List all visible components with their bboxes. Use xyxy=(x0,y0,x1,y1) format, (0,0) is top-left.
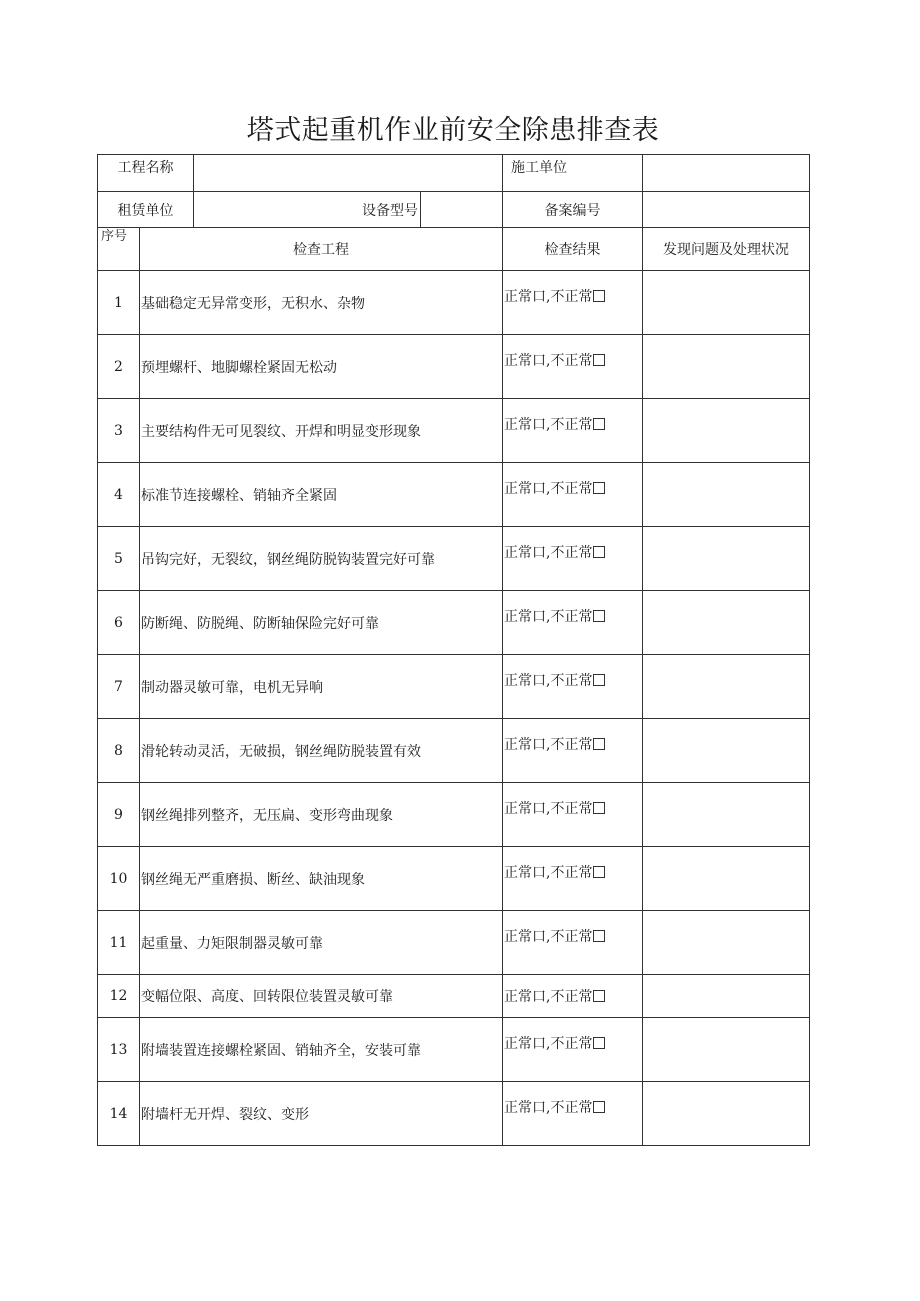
row-result[interactable] xyxy=(503,1082,643,1146)
table-row xyxy=(98,719,810,783)
result-normal-option[interactable]: 正常口, xyxy=(504,801,551,817)
table-row xyxy=(98,335,810,399)
lessor-label: 租赁单位 xyxy=(98,192,194,228)
row-result[interactable] xyxy=(503,847,643,911)
column-header-row xyxy=(98,228,810,271)
checkbox-icon[interactable] xyxy=(593,290,605,302)
table-row xyxy=(98,591,810,655)
result-abnormal-option[interactable]: 不正常 xyxy=(550,1036,593,1052)
row-seq: 10 xyxy=(98,847,140,911)
col-item-header: 检查工程 xyxy=(140,228,503,271)
checkbox-icon[interactable] xyxy=(593,610,605,622)
result-abnormal-option[interactable]: 不正常 xyxy=(550,481,593,497)
checkbox-icon[interactable] xyxy=(593,738,605,750)
row-issues-field[interactable] xyxy=(643,527,810,591)
record-no-field[interactable] xyxy=(643,192,810,228)
row-result[interactable] xyxy=(503,527,643,591)
checkbox-icon[interactable] xyxy=(593,802,605,814)
row-issues-field[interactable] xyxy=(643,591,810,655)
row-item: 钢丝绳排列整齐，无压扁、变形弯曲现象 xyxy=(140,783,503,847)
row-seq: 9 xyxy=(98,783,140,847)
row-item: 变幅位限、高度、回转限位装置灵敏可靠 xyxy=(140,975,503,1018)
result-normal-option[interactable]: 正常口, xyxy=(504,417,551,433)
row-result[interactable] xyxy=(503,591,643,655)
header-row-lessor xyxy=(98,192,810,228)
row-result[interactable] xyxy=(503,399,643,463)
col-seq-header: 序号 xyxy=(98,228,140,271)
checkbox-icon[interactable] xyxy=(593,546,605,558)
row-item: 基础稳定无异常变形，无积水、杂物 xyxy=(140,271,503,335)
result-abnormal-option[interactable]: 不正常 xyxy=(550,929,593,945)
table-row xyxy=(98,975,810,1018)
row-item: 主要结构件无可见裂纹、开焊和明显变形现象 xyxy=(140,399,503,463)
result-abnormal-option[interactable]: 不正常 xyxy=(550,801,593,817)
row-seq: 5 xyxy=(98,527,140,591)
result-abnormal-option[interactable]: 不正常 xyxy=(550,609,593,625)
row-issues-field[interactable] xyxy=(643,847,810,911)
result-abnormal-option[interactable]: 不正常 xyxy=(550,989,593,1005)
row-seq: 1 xyxy=(98,271,140,335)
row-issues-field[interactable] xyxy=(643,335,810,399)
result-normal-option[interactable]: 正常口, xyxy=(504,545,551,561)
row-issues-field[interactable] xyxy=(643,399,810,463)
row-seq: 8 xyxy=(98,719,140,783)
row-seq: 11 xyxy=(98,911,140,975)
row-result[interactable] xyxy=(503,463,643,527)
table-row xyxy=(98,1018,810,1082)
table-row xyxy=(98,399,810,463)
checkbox-icon[interactable] xyxy=(593,990,605,1002)
table-row xyxy=(98,783,810,847)
row-issues-field[interactable] xyxy=(643,463,810,527)
result-abnormal-option[interactable]: 不正常 xyxy=(550,865,593,881)
row-result[interactable] xyxy=(503,335,643,399)
row-result[interactable] xyxy=(503,271,643,335)
row-item: 滑轮转动灵活，无破损，钢丝绳防脱装置有效 xyxy=(140,719,503,783)
result-abnormal-option[interactable]: 不正常 xyxy=(550,673,593,689)
project-name-field[interactable] xyxy=(194,155,503,192)
checkbox-icon[interactable] xyxy=(593,482,605,494)
row-item: 防断绳、防脱绳、防断轴保险完好可靠 xyxy=(140,591,503,655)
equipment-model-label: 设备型号 xyxy=(194,192,421,228)
checkbox-icon[interactable] xyxy=(593,930,605,942)
result-abnormal-option[interactable]: 不正常 xyxy=(550,1100,593,1116)
table-row xyxy=(98,1082,810,1146)
checkbox-icon[interactable] xyxy=(593,354,605,366)
result-normal-option[interactable]: 正常口, xyxy=(504,481,551,497)
equipment-model-field[interactable] xyxy=(421,192,503,228)
construction-unit-label: 施工单位 xyxy=(503,155,643,192)
table-row xyxy=(98,847,810,911)
row-result[interactable] xyxy=(503,783,643,847)
result-normal-option[interactable]: 正常口, xyxy=(504,1036,551,1052)
row-item: 附墙装置连接螺栓紧固、销轴齐全，安装可靠 xyxy=(140,1018,503,1082)
inspection-table xyxy=(97,154,810,1146)
result-normal-option[interactable]: 正常口, xyxy=(504,1100,551,1116)
row-seq: 2 xyxy=(98,335,140,399)
row-seq: 3 xyxy=(98,399,140,463)
row-item: 钢丝绳无严重磨损、断丝、缺油现象 xyxy=(140,847,503,911)
row-issues-field[interactable] xyxy=(643,1082,810,1146)
result-normal-option[interactable]: 正常口, xyxy=(504,929,551,945)
row-seq: 4 xyxy=(98,463,140,527)
checkbox-icon[interactable] xyxy=(593,1101,605,1113)
record-no-label: 备案编号 xyxy=(503,192,643,228)
table-row xyxy=(98,271,810,335)
project-name-label: 工程名称 xyxy=(98,155,194,192)
table-row xyxy=(98,911,810,975)
row-result[interactable] xyxy=(503,719,643,783)
result-abnormal-option[interactable]: 不正常 xyxy=(550,417,593,433)
result-normal-option[interactable]: 正常口, xyxy=(504,609,551,625)
row-item: 预埋螺杆、地脚螺栓紧固无松动 xyxy=(140,335,503,399)
result-normal-option[interactable]: 正常口, xyxy=(504,289,551,305)
row-item: 起重量、力矩限制器灵敏可靠 xyxy=(140,911,503,975)
checkbox-icon[interactable] xyxy=(593,866,605,878)
checkbox-icon[interactable] xyxy=(593,674,605,686)
page-title: 塔式起重机作业前安全除患排查表 xyxy=(246,115,660,146)
row-result[interactable] xyxy=(503,1018,643,1082)
row-issues-field[interactable] xyxy=(643,911,810,975)
header-row-project xyxy=(98,155,810,192)
row-item: 吊钩完好，无裂纹，钢丝绳防脱钩装置完好可靠 xyxy=(140,527,503,591)
row-result[interactable] xyxy=(503,975,643,1018)
result-abnormal-option[interactable]: 不正常 xyxy=(550,737,593,753)
col-issues-header: 发现问题及处理状况 xyxy=(643,228,810,271)
result-abnormal-option[interactable]: 不正常 xyxy=(550,353,593,369)
result-normal-option[interactable]: 正常口, xyxy=(504,737,551,753)
row-result[interactable] xyxy=(503,911,643,975)
row-issues-field[interactable] xyxy=(643,271,810,335)
result-abnormal-option[interactable]: 不正常 xyxy=(550,289,593,305)
row-item: 附墙杆无开焊、裂纹、变形 xyxy=(140,1082,503,1146)
table-row xyxy=(98,527,810,591)
row-issues-field[interactable] xyxy=(643,655,810,719)
result-abnormal-option[interactable]: 不正常 xyxy=(550,545,593,561)
row-item: 制动器灵敏可靠，电机无异响 xyxy=(140,655,503,719)
row-seq: 6 xyxy=(98,591,140,655)
row-issues-field[interactable] xyxy=(643,975,810,1018)
result-normal-option[interactable]: 正常口, xyxy=(504,673,551,689)
row-issues-field[interactable] xyxy=(643,719,810,783)
table-row xyxy=(98,463,810,527)
row-issues-field[interactable] xyxy=(643,783,810,847)
row-result[interactable] xyxy=(503,655,643,719)
checkbox-icon[interactable] xyxy=(593,418,605,430)
col-result-header: 检查结果 xyxy=(503,228,643,271)
table-row xyxy=(98,655,810,719)
checkbox-icon[interactable] xyxy=(593,1037,605,1049)
row-seq: 12 xyxy=(98,975,140,1018)
result-normal-option[interactable]: 正常口, xyxy=(504,989,551,1005)
row-seq: 13 xyxy=(98,1018,140,1082)
row-seq: 7 xyxy=(98,655,140,719)
construction-unit-field[interactable] xyxy=(643,155,810,192)
result-normal-option[interactable]: 正常口, xyxy=(504,865,551,881)
row-item: 标准节连接螺栓、销轴齐全紧固 xyxy=(140,463,503,527)
row-issues-field[interactable] xyxy=(643,1018,810,1082)
result-normal-option[interactable]: 正常口, xyxy=(504,353,551,369)
row-seq: 14 xyxy=(98,1082,140,1146)
